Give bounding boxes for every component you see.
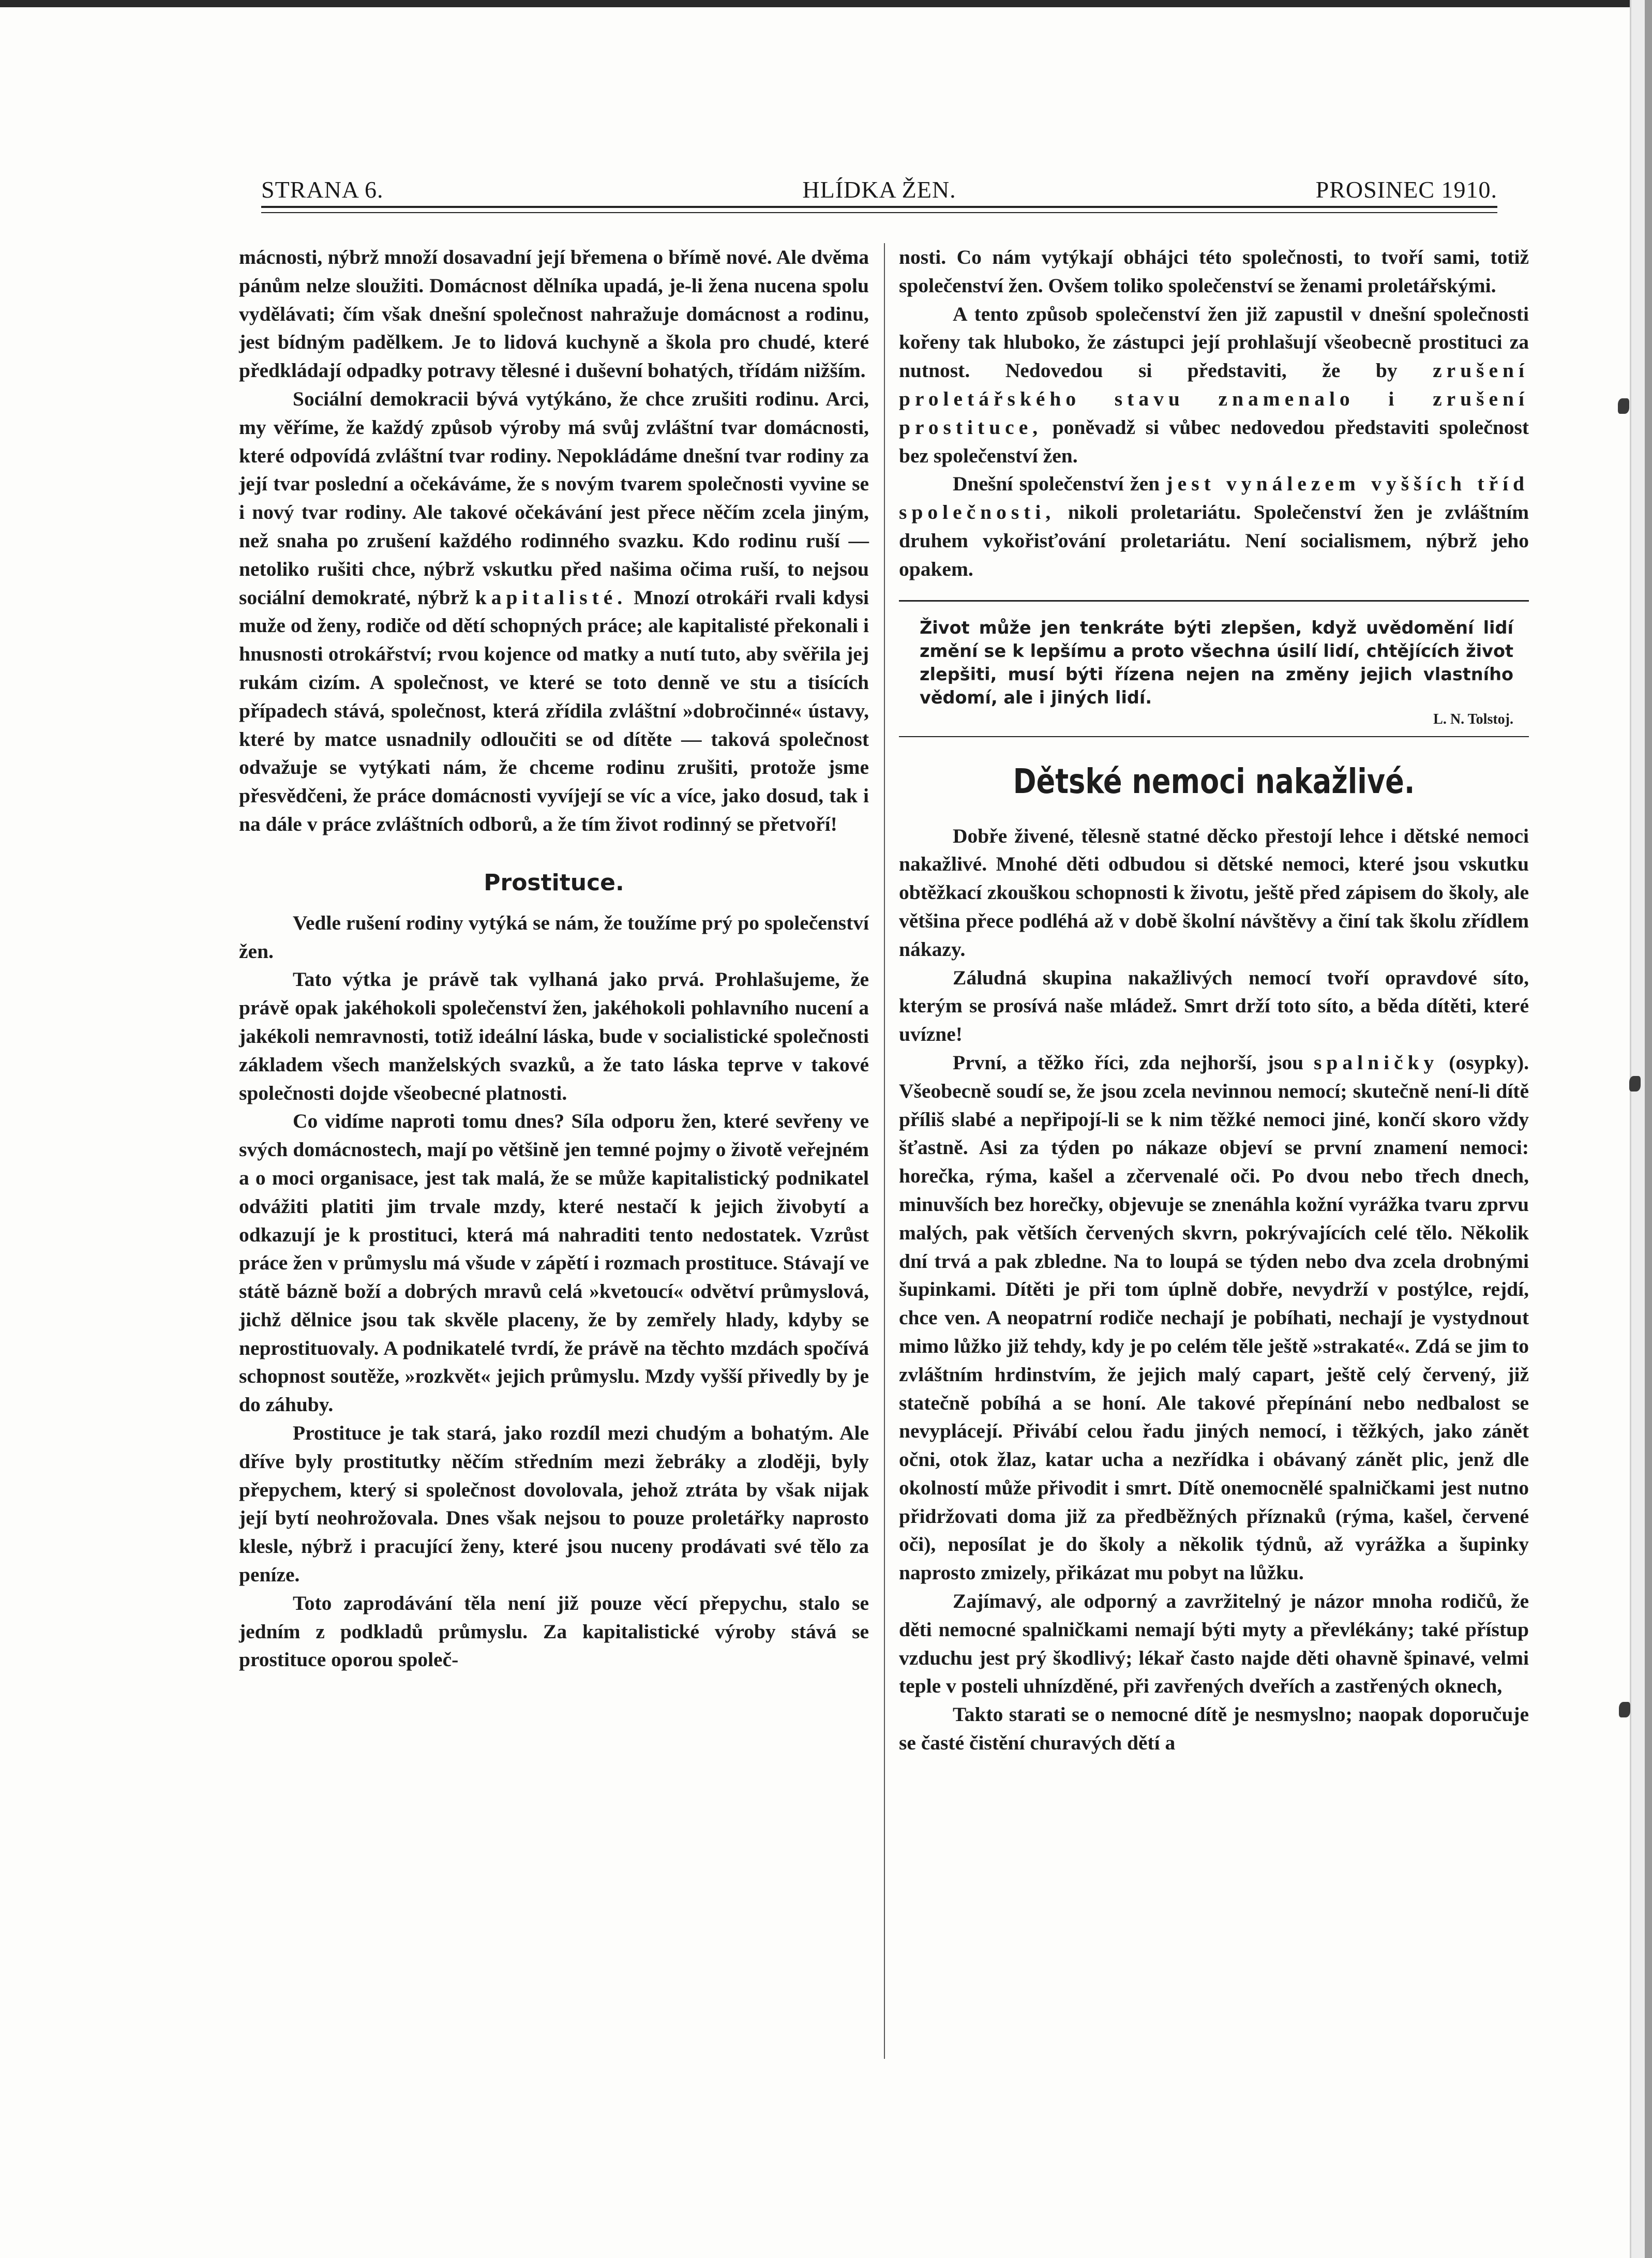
masthead-title: HLÍDKA ŽEN. (802, 176, 956, 203)
quote-author: L. N. Tolstoj. (1433, 711, 1513, 727)
paragraph: Dnešní společenství žen jest vynálezem vyšších tříd společnosti, nikoli proletariátu. Společenství žen je zvláštním druhem vykořisťování proletariátu. Není socialismem, nýbrž jeho opakem. (899, 472, 1529, 580)
paragraph: První, a těžko říci, zda nejhorší, jsou spalničky (osypky). Všeobecně soudí se, že jsou zcela nevinnou nemocí; skutečně není-li dítě příliš slabé a nepřipojí-li se k nim těžké nemoci jiné, končí skoro vždy šťastně. Asi za týden po nákaze objeví se první znamení nemoci: horečka, rýma, kašel a zčervenalé oči. Po dvou nebo třech dnech, minuvších bez horečky, objevuje se znenáhla kožní vyrážka tvaru zprvu malých, pak větších červených skvrn, pokrývajících celé tělo. Několik dní trvá a pak zbledne. Na to loupá se týden nebo dva zcela drobnými šupinkami. Dítěti je při tom úplně dobře, nevydrží v postýlce, rejdí, chce ven. A neopatrní rodiče nechají je pobíhati, nechají je vystydnout mimo lůžko již tehdy, kdy je po celém těle ještě »strakaté«. Zdá se jim to zvláštním hrdinstvím, že jejich malý capart, ještě celý červený, již statečně pobíhá a se honí. Ale takové přepínání nebo nedbalost se nevyplácejí. Přivábí celou řadu jiných nemocí, i těžkých, jako zánět očni, otok žlaz, katar ucha a nezřídka i obávaný zánět plic, jenž dle okolností může přivodit i smrt. Dítě onemocnělé spalničkami jest nutno přidržovati doma již za předběžných příznaků (rýma, kašel, červené oči), neposílat je do školy a několik týdnů, až vyrážka a šupinky naprosto zmizely, přikázat mu pobyt na lůžku. (899, 1051, 1529, 1584)
scan-right-edge (1645, 0, 1652, 2258)
paragraph: nosti. Co nám vytýkají obhájci této společnosti, to tvoří sami, totiž společenství žen. Ovšem toliko společenství se ženami proletářskými. (899, 246, 1529, 297)
spaced-emphasis: spalničky (1314, 1051, 1439, 1074)
article-title: Dětské nemoci nakažlivé. (1013, 761, 1415, 801)
quote-rule-bottom (899, 736, 1529, 737)
page-header (261, 170, 1497, 211)
header-rule-thin (261, 212, 1497, 213)
page-number: STRANA 6. (261, 176, 384, 203)
paragraph: Sociální demokracii bývá vytýkáno, že chce zrušiti rodinu. Arci, my věříme, že každý způsob výroby má svůj zvláštní tvar domácnosti, které odpovídá zvláštní tvar rodiny. Nepokládáme dnešní tvar rodiny za její tvar poslední a očekáváme, že s novým tvarem společnosti vyvine se i nový tvar rodiny. Ale takové očekávání jest přece něčím zcela jiným, než snaha po zrušení každého rodinného svazku. Kdo rodinu ruší — netoliko rušiti chce, nýbrž vskutku před našima očima ruší, to nejsou sociální demokraté, nýbrž kapitalisté. Mnozí otrokáři rvali kdysi muže od ženy, rodiče od dětí schopných práce; ale kapitalisté překonali i hnusnosti otrokářství; rvou kojence od matky a nutí tuto, aby svěřila jej rukám cizím. A společnost, ve které se toto denně ve stu a tisících případech stává, společnost, která zřídila zvláštní »dobročinné« ústavy, které by matce usnadnily odloučiti se od dítěte — taková společnost odvažuje se vytýkati nám, že chceme rodinu zrušiti, protože jsme přesvědčeni, že práce domácnosti vyvíjejí se víc a více, jako dosud, tak i na dále v práce zvláštních odborů, a že tím život rodinný se přetvoří! (239, 387, 869, 835)
paragraph: Dobře živené, tělesně statné děcko přestojí lehce i dětské nemoci nakažlivé. Mnohé děti odbudou si dětské nemoci, které jsou vskutku obtěžkací zkouškou schopnosti k životu, ještě před zápisem do školy, ale většina přece podléhá až v době školní návštěvy a činí tak školu zřídlem nákazy. (899, 824, 1529, 961)
spaced-emphasis: jest vynálezem vyšších tříd společnosti, (899, 472, 1529, 524)
binding-mark (1618, 398, 1629, 414)
paragraph: Prostituce je tak stará, jako rozdíl mezi chudým a bohatým. Ale dříve byly prostitutky něčím středním mezi žebráky a zloději, byly přepychem, který si společnost dovolovala, jehož ztráta by však nijak její bytí neohrožovala. Dnes však nejsou to pouze proletářky naprosto klesle, nýbrž i pracující ženy, které jsou nuceny prodávati své tělo za peníze. (239, 1422, 869, 1587)
paragraph: Vedle rušení rodiny vytýká se nám, že toužíme prý po společenství žen. (239, 911, 869, 963)
binding-mark (1629, 1076, 1641, 1091)
paragraph: Toto zaprodávání těla není již pouze věcí přepychu, stalo se jedním z podkladů průmyslu. Za kapitalistické výroby stává se prostituce oporou společ- (239, 1591, 869, 1671)
right-column (899, 243, 1529, 1757)
paragraph: Tato výtka je právě tak vylhaná jako prvá. Prohlašujeme, že právě opak jakéhokoli společenství žen, jakéhokoli pohlavního nucení a jakékoli nemravnosti, totiž ideální láska, bude v socialistické společnosti základem všech manželských svazků, a že tato láska teprve v takové společnosti dojde všeobecné platnosti. (239, 968, 869, 1104)
scan-top-edge (0, 0, 1652, 7)
issue-date: PROSINEC 1910. (1315, 176, 1497, 203)
column-divider (884, 243, 885, 2059)
spaced-emphasis: kapitalisté. (475, 586, 627, 609)
paragraph: Co vidíme naproti tomu dnes? Síla odporu žen, které sevřeny ve svých domácnostech, mají po většině jen temné pojmy o životě veřejném a o moci organisace, jest tak malá, že se může kapitalistický podnikatel odvážiti platiti jim trvale mzdy, které nestačí k jejich živobytí a odkazují je k prostituci, která má nahraditi tento nedostatek. Vzrůst práce žen v průmyslu má všude v zápětí i rozmach prostituce. Stávají ve státě bázně boží a dobrých mravů celá »kvetoucí« odvětví průmyslová, jichž dělnice jsou tak skvěle placeny, že by zemřely hlady, kdyby se neprostituovaly. A podnikatelé tvrdí, že právě na těchto mzdách spočívá schopnost soutěže, »rozkvět« jejich průmyslu. Mzdy vyšší přivedly by je do záhuby. (239, 1110, 869, 1416)
paragraph: Takto starati se o nemocné dítě je nesmyslno; naopak doporučuje se časté čistění churavých dětí a (899, 1703, 1529, 1755)
binding-mark (1619, 1702, 1630, 1717)
left-column (239, 243, 869, 1674)
header-rule (261, 206, 1497, 208)
paragraph: Záludná skupina nakažlivých nemocí tvoří opravdové síto, kterým se prosívá naše mládež. Smrt drží toto síto, a běda dítěti, které uvízne! (899, 966, 1529, 1046)
section-heading-prostituce: Prostituce. (484, 869, 624, 896)
tolstoy-quote: Život může jen tenkráte býti zlepšen, když uvědomění lidí změní se k lepšímu a proto všechna úsilí lidí, chtějících život zlepšiti, musí býti řízena nejen na změny jejich vlastního vědomí, ale i jiných lidí. (920, 617, 1513, 708)
paragraph: A tento způsob společenství žen již zapustil v dnešní společnosti kořeny tak hluboko, že zástupci její prohlašují všeobecně prostituci za nutnost. Nedovedou si představiti, že by zrušení proletářského stavu znamenalo i zrušení prostituce, poněvadž si vůbec nedovedou představiti společnost bez společenství žen. (899, 302, 1529, 467)
paragraph: Zajímavý, ale odporný a zavržitelný je názor mnoha rodičů, že děti nemocné spalničkami nemají býti myty a převlékány; také přístup vzduchu jest prý škodlivý; lékař často najde děti ohavně špinavé, velmi teple v posteli uhnízděné, při zavřených dveřích a zastřených oknech, (899, 1590, 1529, 1698)
spaced-emphasis: zrušení proletářského stavu znamenalo i zrušení prostituce, (899, 359, 1529, 439)
quote-rule-top (899, 600, 1529, 602)
paragraph: mácnosti, nýbrž množí dosavadní její břemena o břímě nové. Ale dvěma pánům nelze sloužiti. Domácnost dělníka upadá, je-li žena nucena spolu vydělávati; čím však dnešní společnost nahražuje domácnost a rodinu, jest bídným padělkem. Je to lidová kuchyně a škola pro chudé, které předkládají odpadky potravy tělesné i duševní bohatých, třídám nižším. (239, 246, 869, 382)
